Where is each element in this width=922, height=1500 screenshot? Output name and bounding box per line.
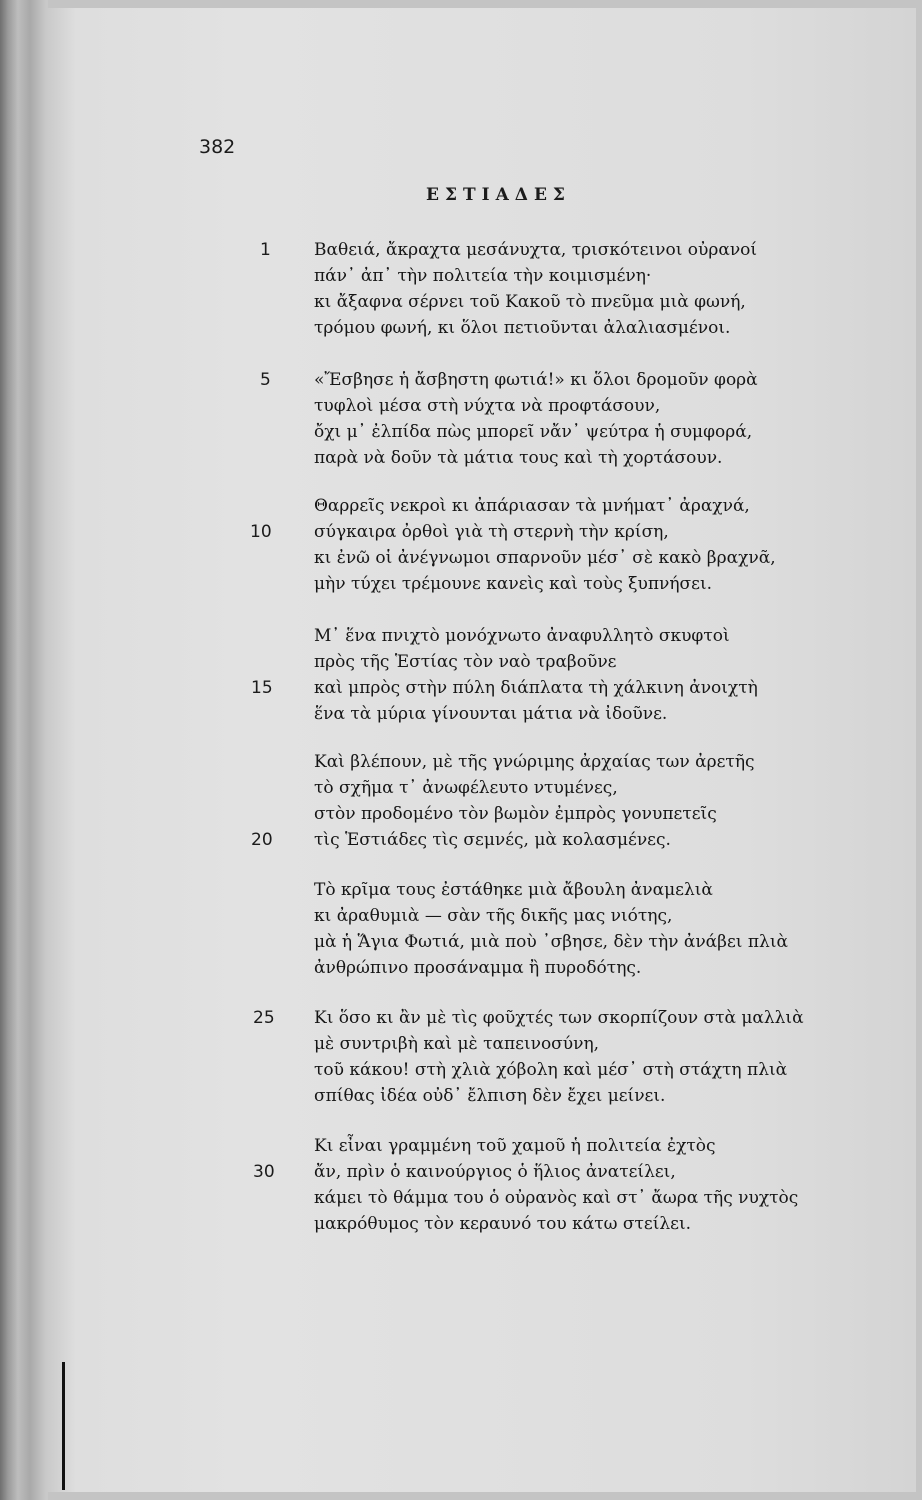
verse-line: ἕνα τὰ μύρια γίνουνται μάτια νὰ ἰδοῦνε. [314, 704, 668, 724]
line-number: 20 [251, 830, 273, 850]
verse-line: Τὸ κρῖμα τους ἐστάθηκε μιὰ ἄβουλη ἀναμελιὰ [314, 880, 713, 900]
verse-line: Καὶ βλέπουν, μὲ τῆς γνώριμης ἀρχαίας των ἀρετῆς [314, 752, 755, 772]
page-surface [46, 8, 916, 1492]
verse-line: μὲ συντριβὴ καὶ μὲ ταπεινοσύνη, [314, 1034, 600, 1054]
verse-line: μὰ ἡ Ἅγια Φωτιά, μιὰ ποὺ ᾽σβησε, δὲν τὴν ἀνάβει πλιὰ [314, 932, 788, 952]
verse-line: Κι εἶναι γραμμένη τοῦ χαμοῦ ἡ πολιτεία ἐχτὸς [314, 1136, 716, 1156]
verse-line: κι ἐνῶ οἱ ἀνέγνωμοι σπαρνοῦν μέσ᾽ σὲ κακὸ βραχνᾶ, [314, 548, 776, 568]
verse-line: παρὰ νὰ δοῦν τὰ μάτια τους καὶ τὴ χορτάσουν. [314, 448, 723, 468]
verse-line: Κι ὅσο κι ἂν μὲ τὶς φοῦχτές των σκορπίζουν στὰ μαλλιὰ [314, 1008, 804, 1028]
line-number: 30 [253, 1162, 275, 1182]
verse-line: μακρόθυμος τὸν κεραυνό του κάτω στείλει. [314, 1214, 692, 1234]
verse-line: κι ἄξαφνα σέρνει τοῦ Κακοῦ τὸ πνεῦμα μιὰ φωνή, [314, 292, 746, 312]
verse-line: Θαρρεῖς νεκροὶ κι ἀπάριασαν τὰ μνήματ᾽ ἀραχνά, [314, 496, 750, 516]
line-number: 10 [250, 522, 272, 542]
verse-line: πάν᾽ ἀπ᾽ τὴν πολιτεία τὴν κοιμισμένη· [314, 266, 652, 286]
page-number: 382 [199, 136, 236, 158]
verse-line: ὄχι μ᾽ ἐλπίδα πὼς μπορεῖ νἄν᾽ ψεύτρα ἡ συμφορά, [314, 422, 753, 442]
verse-line: κάμει τὸ θάμμα του ὁ οὐρανὸς καὶ στ᾽ ἄωρα τῆς νυχτὸς [314, 1188, 799, 1208]
line-number: 1 [260, 240, 271, 260]
verse-line: «Ἔσβησε ἡ ἄσβηστη φωτιά!» κι ὅλοι δρομοῦν φορὰ [314, 370, 758, 390]
verse-line: ἄν, πρὶν ὁ καινούργιος ὁ ἥλιος ἀνατείλει, [314, 1162, 676, 1182]
verse-line: τρόμου φωνή, κι ὅλοι πετιοῦνται ἀλαλιασμένοι. [314, 318, 731, 338]
verse-line: τοῦ κάκου! στὴ χλιὰ χόβολη καὶ μέσ᾽ στὴ στάχτη πλιὰ [314, 1060, 788, 1080]
line-number: 25 [253, 1008, 275, 1028]
verse-line: στὸν προδομένο τὸν βωμὸν ἐμπρὸς γονυπετεῖς [314, 804, 717, 824]
verse-line: τὶς Ἑστιάδες τὶς σεμνές, μὰ κολασμένες. [314, 830, 671, 850]
line-number: 15 [251, 678, 273, 698]
verse-line: Μ᾽ ἕνα πνιχτὸ μονόχνωτο ἀναφυλλητὸ σκυφτοὶ [314, 626, 730, 646]
poem-title: ΕΣΤΙΑΔΕΣ [426, 185, 571, 205]
verse-line: τυφλοὶ μέσα στὴ νύχτα νὰ προφτάσουν, [314, 396, 661, 416]
verse-line: κι ἀραθυμιὰ — σὰν τῆς δικῆς μας νιότης, [314, 906, 673, 926]
verse-line: μὴν τύχει τρέμουνε κανεὶς καὶ τοὺς ξυπνήσει. [314, 574, 713, 594]
verse-line: καὶ μπρὸς στὴν πύλη διάπλατα τὴ χάλκινη ἀνοιχτὴ [314, 678, 758, 698]
verse-line: τὸ σχῆμα τ᾽ ἀνωφέλευτο ντυμένες, [314, 778, 618, 798]
verse-line: σύγκαιρα ὀρθοὶ γιὰ τὴ στερνὴ τὴν κρίση, [314, 522, 669, 542]
book-edge [0, 0, 48, 1500]
verse-line: σπίθας ἰδέα οὐδ᾽ ἔλπιση δὲν ἔχει μείνει. [314, 1086, 666, 1106]
line-number: 5 [260, 370, 271, 390]
verse-line: ἀνθρώπινο προσάναμμα ἢ πυροδότης. [314, 958, 642, 978]
binding-mark [62, 1362, 65, 1490]
verse-line: πρὸς τῆς Ἑστίας τὸν ναὸ τραβοῦνε [314, 652, 617, 672]
verse-line: Βαθειά, ἄκραχτα μεσάνυχτα, τρισκότεινοι οὐρανοί [314, 240, 758, 260]
